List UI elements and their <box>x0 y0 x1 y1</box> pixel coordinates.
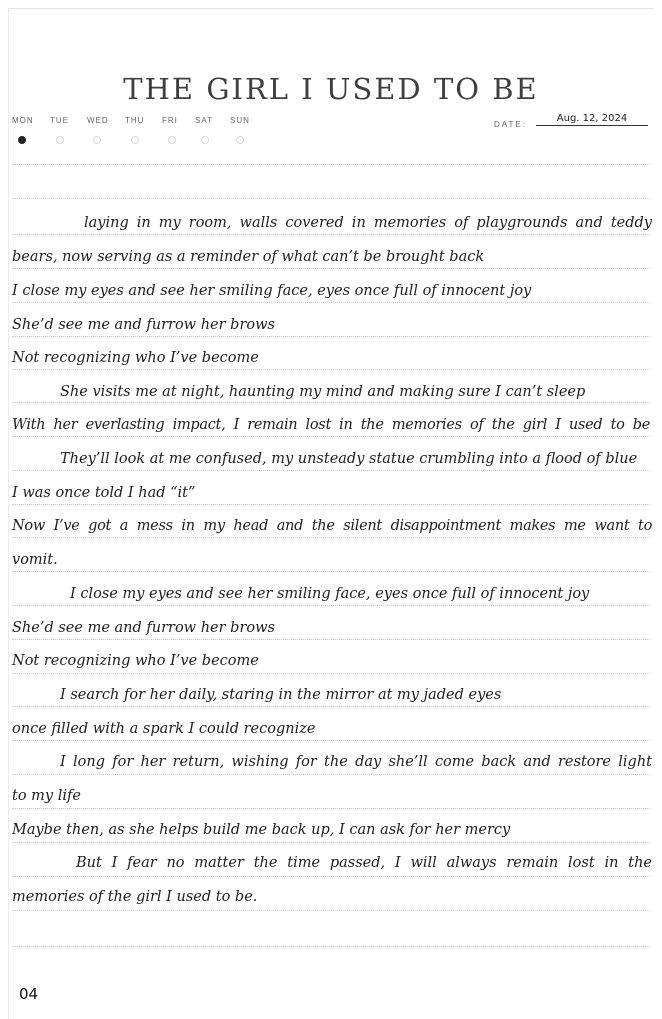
day-check-dot[interactable] <box>131 136 139 144</box>
poem-line: I long for her return, wishing for the day she’ll come back and restore light <box>60 754 652 770</box>
poem-line: I close my eyes and see her smiling face, eyes once full of innocent joy <box>70 586 590 602</box>
day-check-dot[interactable] <box>236 136 244 144</box>
day-tue[interactable] <box>50 116 84 144</box>
day-sat[interactable] <box>195 116 229 144</box>
day-check-dot[interactable] <box>18 136 26 144</box>
day-wed[interactable] <box>87 116 121 144</box>
poem-line: I close my eyes and see her smiling face, eyes once full of innocent joy <box>12 283 532 299</box>
day-label: TUE <box>50 116 69 125</box>
ruled-line <box>12 336 650 337</box>
day-mon[interactable] <box>12 116 46 144</box>
poem-line: I was once told I had “it” <box>12 485 196 501</box>
poem-line: They’ll look at me confused, my unsteady statue crumbling into a flood of blue <box>60 451 638 467</box>
poem-line: laying in my room, walls covered in memories of playgrounds and teddy <box>84 215 652 231</box>
ruled-line <box>12 302 650 303</box>
poem-line: She’d see me and furrow her brows <box>12 620 275 636</box>
poem-line: bears, now serving as a reminder of what can’t be brought back <box>12 249 485 265</box>
ruled-line <box>12 639 650 640</box>
day-check-dot[interactable] <box>93 136 101 144</box>
ruled-line <box>12 876 650 877</box>
ruled-line <box>12 605 650 606</box>
poem-line: She visits me at night, haunting my mind and making sure I can’t sleep <box>60 384 586 400</box>
page-title: THE GIRL I USED TO BE <box>123 72 539 106</box>
poem-line: Now I’ve got a mess in my head and the silent disappointment makes me want to <box>12 518 652 534</box>
poem-line: Not recognizing who I’ve become <box>12 653 259 669</box>
poem-line: With her everlasting impact, I remain lost in the memories of the girl I used to be <box>12 417 650 433</box>
ruled-line <box>12 571 650 572</box>
ruled-line <box>12 436 650 437</box>
poem-line: She’d see me and furrow her brows <box>12 317 275 333</box>
day-label: THU <box>125 116 145 125</box>
ruled-line <box>12 164 650 165</box>
ruled-line <box>12 198 650 199</box>
ruled-line <box>12 774 650 775</box>
ruled-line <box>12 910 650 911</box>
poem-line: memories of the girl I used to be. <box>12 889 258 905</box>
poem-line: But I fear no matter the time passed, I will always remain lost in the <box>76 855 652 871</box>
day-label: SAT <box>195 116 213 125</box>
ruled-line <box>12 537 650 538</box>
ruled-line <box>12 842 650 843</box>
date-label: DATE: <box>494 120 527 129</box>
poem-line: Maybe then, as she helps build me back up, I can ask for her mercy <box>12 822 511 838</box>
ruled-line <box>12 504 650 505</box>
page-left-border <box>8 8 9 1019</box>
ruled-line <box>12 946 650 947</box>
ruled-line <box>12 234 650 235</box>
ruled-line <box>12 740 650 741</box>
day-fri[interactable] <box>162 116 196 144</box>
poem-line: Not recognizing who I’ve become <box>12 350 259 366</box>
day-check-dot[interactable] <box>56 136 64 144</box>
poem-line: once filled with a spark I could recognize <box>12 721 316 737</box>
day-check-dot[interactable] <box>168 136 176 144</box>
day-label: SUN <box>230 116 250 125</box>
day-label: WED <box>87 116 109 125</box>
page-number: 04 <box>19 985 39 1003</box>
ruled-line <box>12 268 650 269</box>
day-sun[interactable] <box>230 116 264 144</box>
ruled-line <box>12 470 650 471</box>
ruled-line <box>12 402 650 403</box>
day-check-dot[interactable] <box>201 136 209 144</box>
ruled-line <box>12 369 650 370</box>
poem-line: to my life <box>12 788 81 804</box>
page-top-border <box>8 8 654 9</box>
ruled-line <box>12 808 650 809</box>
day-label: FRI <box>162 116 178 125</box>
poem-line: I search for her daily, staring in the mirror at my jaded eyes <box>60 687 502 703</box>
ruled-line <box>12 673 650 674</box>
day-thu[interactable] <box>125 116 159 144</box>
poem-line: vomit. <box>12 552 58 568</box>
ruled-line <box>12 706 650 707</box>
day-label: MON <box>12 116 34 125</box>
date-field[interactable]: Aug. 12, 2024 <box>536 113 648 126</box>
